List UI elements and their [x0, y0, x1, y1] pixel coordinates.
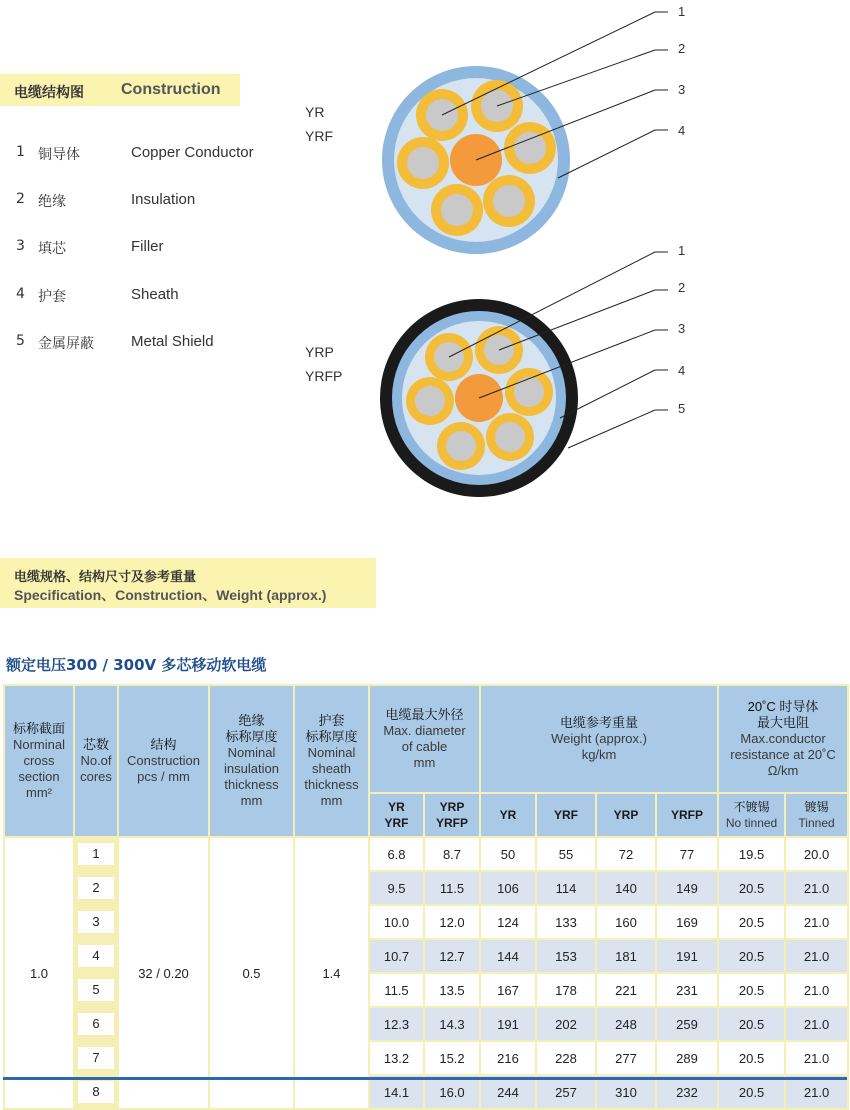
cell-resistance-tinned: 21.0: [785, 905, 848, 939]
cell-diameter-yrp: 16.0: [424, 1075, 480, 1109]
cell-diameter-yrp: 15.2: [424, 1041, 480, 1075]
cell-weight-yrfp: 231: [656, 973, 718, 1007]
cable-cross-section-diagrams: [0, 0, 850, 520]
cell-cores: [74, 837, 118, 871]
cell-weight-yrfp: 289: [656, 1041, 718, 1075]
subheader-no-tinned: 不镀锡 No tinned: [718, 793, 785, 837]
legend-label-cn: 护套: [38, 289, 66, 305]
callout-number: 3: [678, 82, 686, 97]
cell-resistance-no-tinned: 19.5: [718, 837, 785, 871]
cell-resistance-tinned: 20.0: [785, 837, 848, 871]
model-name: YR: [305, 104, 325, 120]
cell-weight-yrfp: 149: [656, 871, 718, 905]
cable-diagram-yrp: [380, 252, 668, 497]
subheader-diameter-yr: YR YRF: [369, 793, 424, 837]
cell-resistance-tinned: 21.0: [785, 939, 848, 973]
cores-value: 5: [78, 979, 114, 1001]
cell-diameter-yrp: 14.3: [424, 1007, 480, 1041]
header-max-resistance: 20˚C 时导体 最大电阻 Max.conductor resistance at 20˚C Ω/km: [718, 685, 848, 793]
specification-header: [0, 558, 376, 608]
spec-title-en: Specification、Construction、Weight (approx.): [14, 587, 327, 603]
legend-label-en: Copper Conductor: [131, 144, 254, 161]
cell-resistance-no-tinned: 20.5: [718, 973, 785, 1007]
cell-weight-yrf: 178: [536, 973, 596, 1007]
cores-value: 6: [78, 1013, 114, 1035]
cell-weight-yr: 106: [480, 871, 536, 905]
cell-diameter-yrp: 8.7: [424, 837, 480, 871]
cell-diameter-yr: 10.0: [369, 905, 424, 939]
legend-number: 3: [16, 238, 25, 254]
specification-table: [3, 684, 849, 1110]
callout-number: 2: [678, 280, 686, 295]
subheader-weight-yrfp: YRFP: [656, 793, 718, 837]
subheader-weight-yrp: YRP: [596, 793, 656, 837]
cell-resistance-no-tinned: 20.5: [718, 1041, 785, 1075]
legend-label-en: Sheath: [131, 286, 179, 303]
cell-weight-yr: 124: [480, 905, 536, 939]
cell-weight-yrf: 133: [536, 905, 596, 939]
cell-resistance-tinned: 21.0: [785, 973, 848, 1007]
cell-cores: [74, 939, 118, 973]
header-insulation-thickness: 绝缘 标称厚度 Nominal insulation thickness mm: [209, 685, 294, 837]
cell-cores: [74, 871, 118, 905]
copper-conductor: [446, 431, 476, 461]
cell-resistance-tinned: 21.0: [785, 1041, 848, 1075]
cell-resistance-no-tinned: 20.5: [718, 1007, 785, 1041]
callout-number: 2: [678, 41, 686, 56]
cell-weight-yr: 244: [480, 1075, 536, 1109]
table-caption: 额定电压300 / 300V 多芯移动软电缆: [6, 656, 267, 674]
callout-number: 1: [678, 243, 686, 258]
model-name: YRP: [305, 344, 334, 360]
cell-weight-yrf: 153: [536, 939, 596, 973]
model-name: YRF: [305, 128, 333, 144]
legend-number: 1: [16, 144, 25, 160]
copper-conductor: [495, 422, 525, 452]
cell-weight-yrp: 310: [596, 1075, 656, 1109]
cores-value: 3: [78, 911, 114, 933]
legend-label-cn: 铜导体: [38, 147, 80, 163]
cell-cores: [74, 1075, 118, 1109]
cell-cores: [74, 1007, 118, 1041]
cell-weight-yrp: 140: [596, 871, 656, 905]
cable-diagram-yr: [382, 12, 668, 254]
header-cores: 芯数 No.of cores: [74, 685, 118, 837]
cell-weight-yrp: 160: [596, 905, 656, 939]
copper-conductor: [407, 147, 439, 179]
cell-resistance-no-tinned: 20.5: [718, 939, 785, 973]
group-insulation: 0.5: [209, 837, 294, 1109]
cell-weight-yr: 216: [480, 1041, 536, 1075]
cell-weight-yrp: 248: [596, 1007, 656, 1041]
cell-weight-yrp: 181: [596, 939, 656, 973]
cell-resistance-no-tinned: 20.5: [718, 905, 785, 939]
cell-diameter-yrp: 12.0: [424, 905, 480, 939]
spec-title-cn: 电缆规格、结构尺寸及参考重量: [14, 570, 197, 585]
table-bottom-rule: [3, 1077, 847, 1080]
cores-value: 2: [78, 877, 114, 899]
cell-weight-yrf: 114: [536, 871, 596, 905]
cell-cores: [74, 905, 118, 939]
callout-number: 1: [678, 4, 686, 19]
header-nominal-section: 标称截面 Norminal cross section mm²: [4, 685, 74, 837]
cell-weight-yrfp: 169: [656, 905, 718, 939]
subheader-diameter-yrp: YRP YRFP: [424, 793, 480, 837]
header-construction: 结构 Construction pcs / mm: [118, 685, 209, 837]
legend-number: 4: [16, 286, 25, 302]
table-body: [4, 837, 848, 1109]
cell-resistance-tinned: 21.0: [785, 1007, 848, 1041]
cell-diameter-yr: 12.3: [369, 1007, 424, 1041]
callout-number: 4: [678, 363, 686, 378]
copper-conductor: [514, 377, 544, 407]
cell-resistance-no-tinned: 20.5: [718, 871, 785, 905]
legend-label-en: Insulation: [131, 191, 196, 208]
cell-diameter-yr: 11.5: [369, 973, 424, 1007]
cell-weight-yr: 50: [480, 837, 536, 871]
cell-weight-yrfp: 259: [656, 1007, 718, 1041]
subheader-tinned: 镀锡 Tinned: [785, 793, 848, 837]
cores-value: 1: [78, 843, 114, 865]
group-section: 1.0: [4, 837, 74, 1109]
cell-diameter-yr: 13.2: [369, 1041, 424, 1075]
cell-cores: [74, 1041, 118, 1075]
legend-label-en: Filler: [131, 238, 164, 255]
subheader-weight-yrf: YRF: [536, 793, 596, 837]
cell-weight-yr: 191: [480, 1007, 536, 1041]
cores-value: 4: [78, 945, 114, 967]
cell-diameter-yr: 14.1: [369, 1075, 424, 1109]
model-name: YRFP: [305, 368, 343, 384]
cell-weight-yrf: 228: [536, 1041, 596, 1075]
legend-label-en: Metal Shield: [131, 333, 214, 350]
callout-number: 5: [678, 401, 686, 416]
group-construction: 32 / 0.20: [118, 837, 209, 1109]
copper-conductor: [415, 386, 445, 416]
cell-weight-yrp: 72: [596, 837, 656, 871]
cell-cores: [74, 973, 118, 1007]
cell-diameter-yrp: 11.5: [424, 871, 480, 905]
cell-weight-yrfp: 77: [656, 837, 718, 871]
header-sheath-thickness: 护套 标称厚度 Nominal sheath thickness mm: [294, 685, 369, 837]
copper-conductor: [514, 132, 546, 164]
group-sheath: 1.4: [294, 837, 369, 1109]
cell-diameter-yr: 6.8: [369, 837, 424, 871]
cell-weight-yrp: 277: [596, 1041, 656, 1075]
legend-label-cn: 金属屏蔽: [38, 336, 94, 352]
cell-weight-yrfp: 191: [656, 939, 718, 973]
header-weight: 电缆参考重量 Weight (approx.) kg/km: [480, 685, 718, 793]
callout-number: 3: [678, 321, 686, 336]
table-row: [4, 837, 848, 871]
copper-conductor: [441, 194, 473, 226]
subheader-weight-yr: YR: [480, 793, 536, 837]
cell-weight-yrfp: 232: [656, 1075, 718, 1109]
cell-weight-yr: 167: [480, 973, 536, 1007]
cell-weight-yrf: 257: [536, 1075, 596, 1109]
cell-diameter-yr: 9.5: [369, 871, 424, 905]
legend-number: 2: [16, 191, 25, 207]
cell-diameter-yrp: 13.5: [424, 973, 480, 1007]
cell-diameter-yr: 10.7: [369, 939, 424, 973]
construction-title-en: Construction: [121, 81, 221, 98]
legend-label-cn: 绝缘: [38, 194, 66, 210]
cell-resistance-no-tinned: 20.5: [718, 1075, 785, 1109]
cell-weight-yrf: 55: [536, 837, 596, 871]
legend-label-cn: 填芯: [38, 241, 66, 257]
copper-conductor: [493, 185, 525, 217]
cores-value: 8: [78, 1081, 114, 1103]
cell-resistance-tinned: 21.0: [785, 871, 848, 905]
cell-weight-yrp: 221: [596, 973, 656, 1007]
header-max-diameter: 电缆最大外径 Max. diameter of cable mm: [369, 685, 480, 793]
callout-number: 4: [678, 123, 686, 138]
cell-resistance-tinned: 21.0: [785, 1075, 848, 1109]
legend-number: 5: [16, 333, 25, 349]
cell-weight-yrf: 202: [536, 1007, 596, 1041]
cell-weight-yr: 144: [480, 939, 536, 973]
cell-diameter-yrp: 12.7: [424, 939, 480, 973]
construction-title-cn: 电缆结构图: [14, 85, 84, 101]
cores-value: 7: [78, 1047, 114, 1069]
